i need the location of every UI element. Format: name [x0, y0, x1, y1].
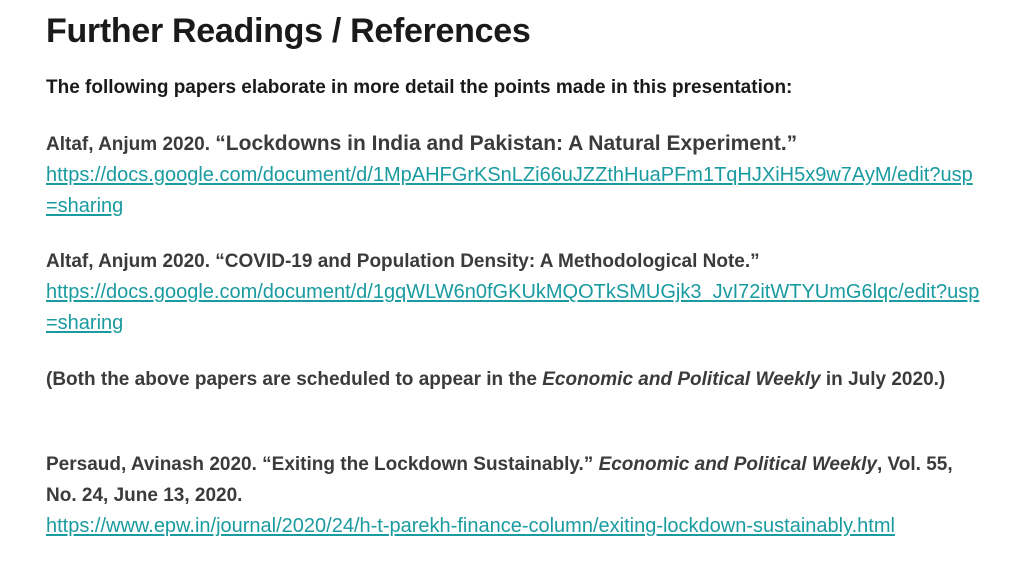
- note-prefix: (Both the above papers are scheduled to appear in the: [46, 369, 543, 390]
- note-journal: Economic and Political Weekly: [542, 369, 821, 390]
- reference-details: , Vol. 55, No. 24, June 13, 2020.: [46, 454, 953, 506]
- reference-link[interactable]: https://docs.google.com/document/d/1gqWLW6n0fGKUkMQOTkSMUGjk3_JvI72itWTYUmG6lqc/edit?usp=sharing: [46, 281, 980, 334]
- page-title: Further Readings / References: [46, 12, 531, 50]
- reference-entry: [46, 128, 981, 222]
- publication-note: [46, 364, 981, 395]
- reference-journal: Economic and Political Weekly: [598, 454, 877, 475]
- reference-title: “Exiting the Lockdown Sustainably.”: [262, 454, 599, 475]
- reference-link[interactable]: https://docs.google.com/document/d/1MpAHFGrKSnLZi66uJZZthHuaPFm1TqHJXiH5x9w7AyM/edit?usp=sharing: [46, 164, 973, 217]
- reference-title: “Lockdowns in India and Pakistan: A Natural Experiment.”: [215, 132, 798, 155]
- reference-entry: [46, 246, 981, 339]
- intro-text: The following papers elaborate in more detail the points made in this presentation:: [46, 77, 793, 98]
- note-suffix: in July 2020.): [820, 369, 946, 390]
- reference-link[interactable]: https://www.epw.in/journal/2020/24/h-t-parekh-finance-column/exiting-lockdown-sustainably.html: [46, 515, 895, 537]
- reference-author-year: Persaud, Avinash 2020.: [46, 454, 263, 475]
- reference-entry: [46, 449, 981, 542]
- reference-author-year: Altaf, Anjum 2020.: [46, 251, 216, 272]
- reference-title: “COVID-19 and Population Density: A Methodological Note.”: [215, 251, 760, 272]
- reference-author-year: Altaf, Anjum 2020.: [46, 134, 216, 155]
